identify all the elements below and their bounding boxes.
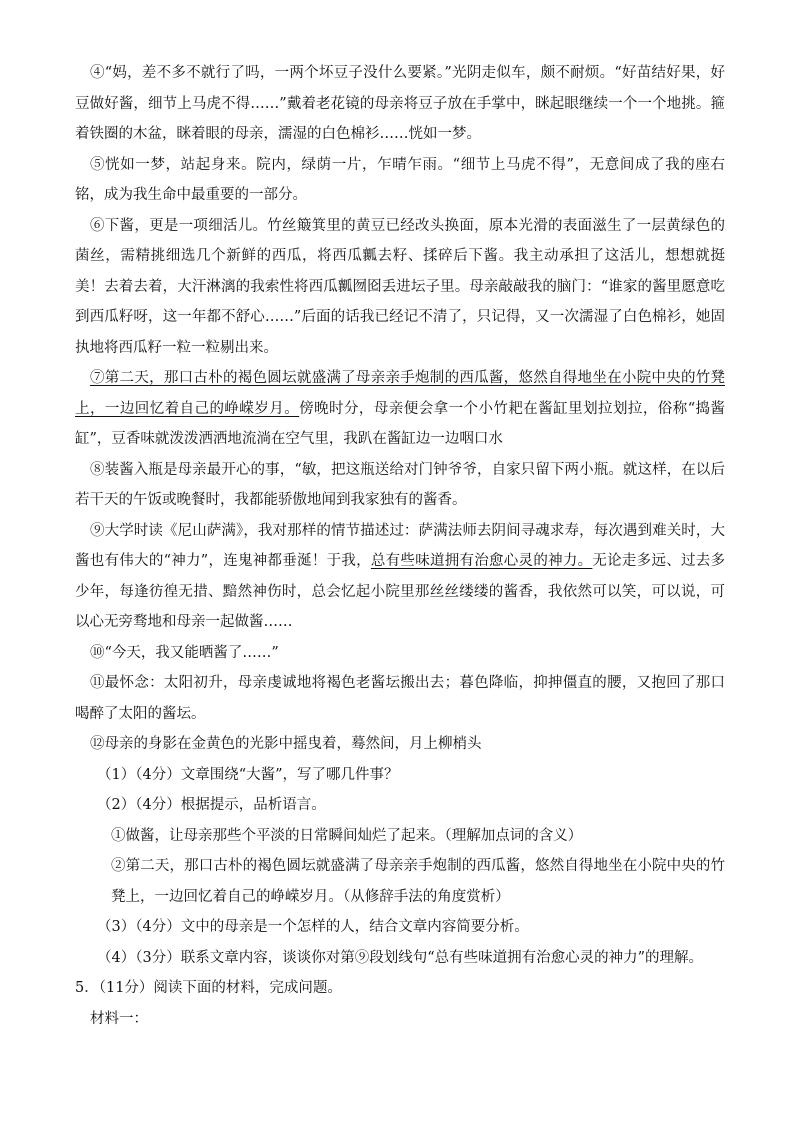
paragraph-7 [75, 363, 725, 455]
paragraph-12: ⑫母亲的身影在金黄色的光影中摇曳着，蓦然间，月上柳梢头 [90, 736, 482, 752]
paragraph-8: ⑧装酱入瓶是母亲最开心的事，“敏，把这瓶送给对门钟爷爷，自家只留下两小瓶。就这样，在以后若干天的午饭或晚餐时，我都能骄傲地闻到我家独有的酱香。 [75, 461, 725, 508]
question-1: （1）（4分）文章围绕“大酱”，写了哪几件事？ [97, 766, 399, 783]
paragraph-9-before: ⑨大学时读《尼山萨满》，我对那样的情节描述过：萨满法师去阴间寻魂求寿，每次遇到难关时，大酱也有伟大的“神力”，连鬼神都垂涎！于我， [75, 522, 725, 569]
material-label: 材料一： [90, 1010, 148, 1027]
paragraph-6: ⑥下酱，更是一项细活儿。竹丝簸箕里的黄豆已经改头换面，原本光滑的表面滋生了一层黄绿色的菌丝，需精挑细选几个新鲜的西瓜，将西瓜瓤去籽、揉碎后下酱。我主动承担了这活儿，想想就挺美！去着去着，大汗淋漓的我索性将西瓜瓤囫囵丢进坛子里。母亲敲敲我的脑门：“谁家的酱里愿意吃到西瓜籽呀，这一年都不舒心……”后面的话我已经记不清了，只记得，又一次濡湿了白色棉衫，她固执地将西瓜籽一粒一粒剔出来。 [75, 217, 725, 356]
document-body [75, 58, 725, 1034]
paragraph-7-rest: 傍晚时分，母亲便会拿一个小竹耙在酱缸里划拉划拉，俗称“捣酱缸”，豆香味就泼泼洒洒地流淌在空气里，我趴在酱缸边一边咽口水 [75, 400, 725, 447]
paragraph-9-after: 无论走多远、过去多少年，每逢彷徨无措、黯然神伤时，总会忆起小院里那丝丝缕缕的酱香，我依然可以笑，可以说，可以心无旁骛地和母亲一起做酱…… [75, 553, 726, 630]
paragraph-9 [75, 516, 725, 638]
question-2: （2）（4分）根据提示，品析语言。 [97, 797, 326, 813]
paragraph-10: ⑩“今天，我又能晒酱了……” [90, 644, 279, 661]
question-5-heading: 5．（11分）阅读下面的材料，完成问题。 [75, 980, 342, 996]
paragraph-4: ④“妈，差不多不就行了吗，一两个坏豆子没什么要紧。”光阴走似车，颇不耐烦。“好苗结好果，好豆做好酱，细节上马虎不得……”戴着老花镜的母亲将豆子放在手掌中，眯起眼继续一个一个地挑。箍着铁圈的木盆，眯着眼的母亲，濡湿的白色棉衫……恍如一梦。 [75, 65, 725, 142]
paragraph-11: ⑪最怀念：太阳初升，母亲虔诚地将褐色老酱坛搬出去；暮色降临，抑抻僵直的腰，又抱回了那口喝醉了太阳的酱坛。 [75, 675, 725, 722]
question-4: （4）（3分）联系文章内容，谈谈你对第⑨段划线句“总有些味道拥有治愈心灵的神力”的理解。 [97, 949, 704, 966]
question-3: （3）（4分）文中的母亲是一个怎样的人，结合文章内容简要分析。 [97, 919, 529, 935]
question-2-part-2: ②第二天，那口古朴的褐色圆坛就盛满了母亲亲手炮制的西瓜酱，悠然自得地坐在小院中央的竹凳上，一边回忆着自己的峥嵘岁月。（从修辞手法的角度赏析） [111, 858, 725, 905]
underlined-sentence-9: 总有些味道拥有治愈心灵的神力。 [370, 553, 593, 569]
paragraph-5: ⑤恍如一梦，站起身来。院内，绿荫一片，乍晴乍雨。“细节上马虎不得”，无意间成了我的座右铭，成为我生命中最重要的一部分。 [75, 156, 725, 203]
question-2-part-1: ①做酱，让母亲那些个平淡的日常瞬间灿烂了起来。（理解加点词的含义） [111, 827, 583, 844]
underlined-sentence-7: ⑦第二天，那口古朴的褐色圆坛就盛满了母亲亲手炮制的西瓜酱，悠然自得地坐在小院中央的竹凳上，一边回忆着自己的峥嵘岁月。 [75, 370, 725, 417]
